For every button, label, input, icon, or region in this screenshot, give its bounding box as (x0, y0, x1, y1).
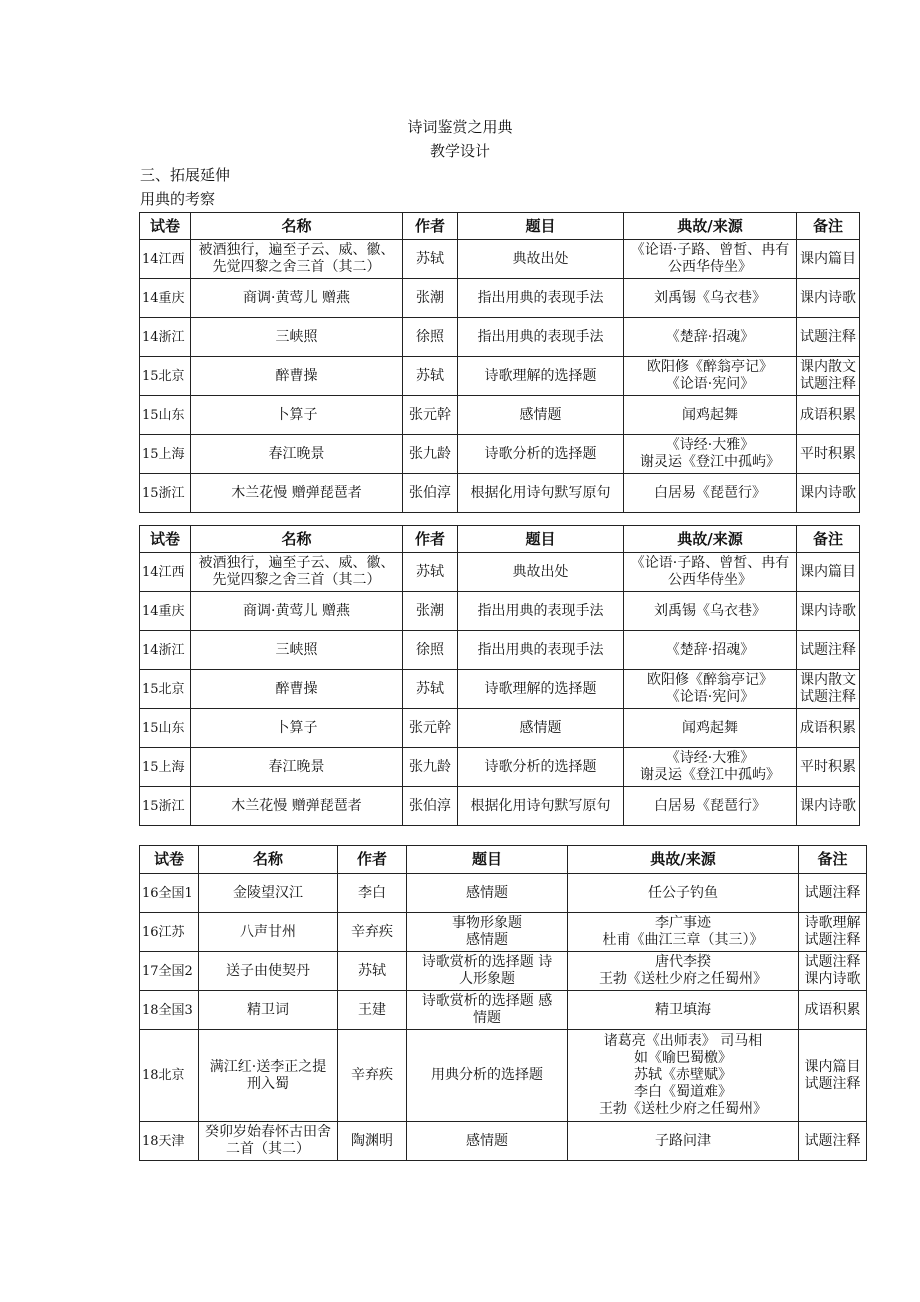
header-note: 备注 (797, 213, 860, 240)
cell-author: 张元幹 (403, 396, 458, 435)
header-author: 作者 (403, 526, 458, 553)
table-row (140, 1030, 867, 1122)
cell-author: 张九龄 (403, 748, 458, 787)
cell-name: 醉曹操 (191, 670, 403, 709)
cell-source: 欧阳修《醉翁亭记》 《论语·宪问》 (624, 357, 797, 396)
cell-author: 张元幹 (403, 709, 458, 748)
cell-note: 课内篇目 试题注释 (799, 1030, 867, 1122)
table-row (140, 874, 867, 913)
cell-author: 张潮 (403, 279, 458, 318)
cell-author: 王建 (338, 991, 407, 1030)
cell-author: 陶渊明 (338, 1122, 407, 1161)
cell-source: 李广事迹 杜甫《曲江三章（其三）》 (568, 913, 799, 952)
cell-source: 《楚辞·招魂》 (624, 318, 797, 357)
cell-name: 卜算子 (191, 396, 403, 435)
cell-name: 八声甘州 (199, 913, 338, 952)
cell-name: 商调·黄莺儿 赠燕 (191, 279, 403, 318)
table-row (140, 787, 860, 826)
cell-question: 诗歌赏析的选择题 诗 人形象题 (407, 952, 568, 991)
cell-source: 任公子钓鱼 (568, 874, 799, 913)
table-row (140, 913, 867, 952)
cell-paper: 14江西 (140, 553, 191, 592)
cell-name: 三峡照 (191, 318, 403, 357)
cell-paper: 18全国3 (140, 991, 199, 1030)
cell-source: 唐代李揆 王勃《送杜少府之任蜀州》 (568, 952, 799, 991)
cell-name: 卜算子 (191, 709, 403, 748)
cell-name: 木兰花慢 赠弹琵琶者 (191, 787, 403, 826)
cell-question: 指出用典的表现手法 (458, 318, 624, 357)
table-row (140, 670, 860, 709)
table-row (140, 279, 860, 318)
cell-author: 苏轼 (403, 553, 458, 592)
cell-paper: 14重庆 (140, 592, 191, 631)
cell-name: 春江晚景 (191, 748, 403, 787)
cell-paper: 15山东 (140, 709, 191, 748)
cell-question: 根据化用诗句默写原句 (458, 787, 624, 826)
cell-paper: 15浙江 (140, 787, 191, 826)
document-title: 诗词鉴赏之用典 (407, 118, 513, 136)
cell-question: 感情题 (407, 1122, 568, 1161)
table-header-row (140, 526, 860, 553)
header-author: 作者 (338, 846, 407, 874)
cell-question: 事物形象题 感情题 (407, 913, 568, 952)
cell-paper: 14重庆 (140, 279, 191, 318)
cell-name: 木兰花慢 赠弹琵琶者 (191, 474, 403, 513)
cell-note: 成语积累 (797, 396, 860, 435)
cell-author: 李白 (338, 874, 407, 913)
cell-paper: 14江西 (140, 240, 191, 279)
cell-question: 指出用典的表现手法 (458, 279, 624, 318)
cell-source: 《楚辞·招魂》 (624, 631, 797, 670)
cell-name: 满江红·送李正之提 刑入蜀 (199, 1030, 338, 1122)
header-author: 作者 (403, 213, 458, 240)
table-row (140, 396, 860, 435)
cell-paper: 15北京 (140, 670, 191, 709)
cell-question: 典故出处 (458, 553, 624, 592)
cell-name: 醉曹操 (191, 357, 403, 396)
cell-note: 成语积累 (799, 991, 867, 1030)
cell-paper: 14浙江 (140, 631, 191, 670)
allusion-table-2 (139, 525, 860, 826)
cell-author: 苏轼 (403, 670, 458, 709)
cell-paper: 17全国2 (140, 952, 199, 991)
cell-question: 典故出处 (458, 240, 624, 279)
cell-note: 试题注释 (799, 874, 867, 913)
cell-source: 《论语·子路、曾皙、冉有 公西华侍坐》 (624, 240, 797, 279)
header-paper: 试卷 (140, 213, 191, 240)
cell-question: 指出用典的表现手法 (458, 592, 624, 631)
header-note: 备注 (797, 526, 860, 553)
cell-question: 感情题 (407, 874, 568, 913)
header-paper: 试卷 (140, 526, 191, 553)
cell-source: 欧阳修《醉翁亭记》 《论语·宪问》 (624, 670, 797, 709)
table-row (140, 748, 860, 787)
cell-name: 精卫词 (199, 991, 338, 1030)
cell-note: 成语积累 (797, 709, 860, 748)
cell-source: 精卫填海 (568, 991, 799, 1030)
cell-source: 《诗经·大雅》 谢灵运《登江中孤屿》 (624, 748, 797, 787)
cell-author: 苏轼 (403, 357, 458, 396)
header-paper: 试卷 (140, 846, 199, 874)
table-row (140, 631, 860, 670)
cell-paper: 15上海 (140, 435, 191, 474)
cell-source: 白居易《琵琶行》 (624, 787, 797, 826)
cell-name: 商调·黄莺儿 赠燕 (191, 592, 403, 631)
cell-author: 张伯淳 (403, 787, 458, 826)
cell-name: 金陵望汉江 (199, 874, 338, 913)
cell-author: 徐照 (403, 631, 458, 670)
cell-name: 被酒独行，遍至子云、威、徽、 先觉四黎之舍三首（其二） (191, 553, 403, 592)
document-subtitle: 教学设计 (429, 142, 490, 160)
table-row (140, 709, 860, 748)
cell-paper: 15北京 (140, 357, 191, 396)
cell-source: 刘禹锡《乌衣巷》 (624, 279, 797, 318)
table-row (140, 357, 860, 396)
cell-author: 苏轼 (338, 952, 407, 991)
table-row (140, 952, 867, 991)
header-question: 题目 (407, 846, 568, 874)
cell-note: 课内诗歌 (797, 279, 860, 318)
cell-question: 诗歌分析的选择题 (458, 435, 624, 474)
cell-note: 课内篇目 (797, 553, 860, 592)
cell-note: 课内散文 试题注释 (797, 357, 860, 396)
header-name: 名称 (191, 213, 403, 240)
cell-paper: 15浙江 (140, 474, 191, 513)
cell-note: 诗歌理解 试题注释 (799, 913, 867, 952)
allusion-table-1 (139, 212, 860, 513)
cell-author: 张九龄 (403, 435, 458, 474)
cell-source: 《论语·子路、曾皙、冉有 公西华侍坐》 (624, 553, 797, 592)
cell-question: 诗歌分析的选择题 (458, 748, 624, 787)
cell-author: 辛弃疾 (338, 1030, 407, 1122)
header-name: 名称 (191, 526, 403, 553)
cell-note: 课内诗歌 (797, 592, 860, 631)
cell-question: 感情题 (458, 396, 624, 435)
cell-note: 试题注释 (797, 631, 860, 670)
cell-name: 癸卯岁始春怀古田舍 二首（其二） (199, 1122, 338, 1161)
cell-question: 指出用典的表现手法 (458, 631, 624, 670)
cell-source: 子路问津 (568, 1122, 799, 1161)
cell-question: 感情题 (458, 709, 624, 748)
cell-author: 张伯淳 (403, 474, 458, 513)
cell-note: 课内篇目 (797, 240, 860, 279)
cell-source: 《诗经·大雅》 谢灵运《登江中孤屿》 (624, 435, 797, 474)
cell-author: 辛弃疾 (338, 913, 407, 952)
cell-author: 张潮 (403, 592, 458, 631)
cell-paper: 18天津 (140, 1122, 199, 1161)
cell-question: 诗歌赏析的选择题 感 情题 (407, 991, 568, 1030)
table-row (140, 318, 860, 357)
table-header-row (140, 846, 867, 874)
header-name: 名称 (199, 846, 338, 874)
table-header-row (140, 213, 860, 240)
table-row (140, 435, 860, 474)
cell-paper: 15山东 (140, 396, 191, 435)
table-row (140, 991, 867, 1030)
cell-note: 试题注释 (797, 318, 860, 357)
cell-note: 课内诗歌 (797, 787, 860, 826)
header-question: 题目 (458, 213, 624, 240)
cell-source: 闻鸡起舞 (624, 396, 797, 435)
cell-name: 送子由使契丹 (199, 952, 338, 991)
cell-source: 刘禹锡《乌衣巷》 (624, 592, 797, 631)
table-row (140, 240, 860, 279)
section-heading: 三、拓展延伸 (140, 166, 231, 184)
header-note: 备注 (799, 846, 867, 874)
cell-paper: 14浙江 (140, 318, 191, 357)
cell-note: 平时积累 (797, 435, 860, 474)
cell-author: 徐照 (403, 318, 458, 357)
cell-source: 闻鸡起舞 (624, 709, 797, 748)
cell-question: 诗歌理解的选择题 (458, 670, 624, 709)
cell-question: 用典分析的选择题 (407, 1030, 568, 1122)
cell-note: 课内散文 试题注释 (797, 670, 860, 709)
cell-note: 课内诗歌 (797, 474, 860, 513)
table-row (140, 592, 860, 631)
cell-source: 诸葛亮《出师表》 司马相 如《喻巴蜀檄》 苏轼《赤壁赋》 李白《蜀道难》 王勃《送杜少府之任蜀州》 (568, 1030, 799, 1122)
subsection-heading: 用典的考察 (140, 190, 216, 208)
cell-paper: 18北京 (140, 1030, 199, 1122)
cell-note: 平时积累 (797, 748, 860, 787)
cell-name: 春江晚景 (191, 435, 403, 474)
cell-note: 试题注释 (799, 1122, 867, 1161)
header-source: 典故/来源 (624, 526, 797, 553)
cell-author: 苏轼 (403, 240, 458, 279)
allusion-table-3 (139, 845, 867, 1161)
header-question: 题目 (458, 526, 624, 553)
header-source: 典故/来源 (624, 213, 797, 240)
table-row (140, 474, 860, 513)
header-source: 典故/来源 (568, 846, 799, 874)
cell-note: 试题注释 课内诗歌 (799, 952, 867, 991)
table-row (140, 553, 860, 592)
cell-paper: 15上海 (140, 748, 191, 787)
table-row (140, 1122, 867, 1161)
cell-source: 白居易《琵琶行》 (624, 474, 797, 513)
cell-paper: 16全国1 (140, 874, 199, 913)
cell-name: 被酒独行，遍至子云、威、徽、 先觉四黎之舍三首（其二） (191, 240, 403, 279)
cell-question: 诗歌理解的选择题 (458, 357, 624, 396)
cell-name: 三峡照 (191, 631, 403, 670)
cell-paper: 16江苏 (140, 913, 199, 952)
cell-question: 根据化用诗句默写原句 (458, 474, 624, 513)
